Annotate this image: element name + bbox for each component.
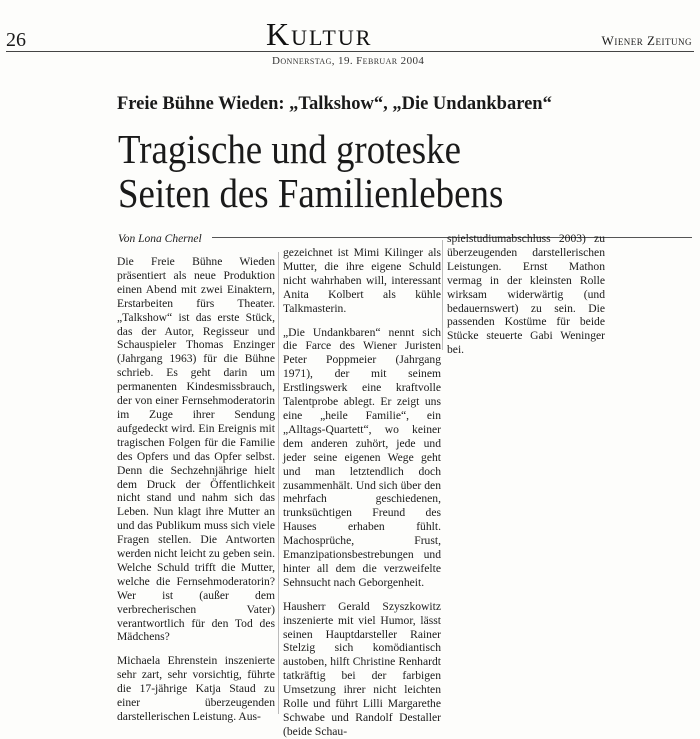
paragraph: gezeichnet ist Mimi Kilinger als Mutter, die ihre eigene Schuld nicht wahrhaben will, interessant Anita Kolbert als kühle Talkmasterin.: [283, 246, 441, 315]
paragraph: spielstudiumabschluss 2003) zu überzeugenden darstellerischen Leistungen. Ernst Mathon vermag in der kleinsten Rolle wirksam widerwärtig (und bedauernswert) zu sein. Die passenden Kostüme für beide Stücke steuerte Gabi Weninger bei.: [447, 232, 605, 357]
column-separator: [442, 240, 443, 350]
headline-line-1: Tragische und groteske: [118, 126, 461, 172]
headline-line-2: Seiten des Familienlebens: [118, 170, 504, 216]
article-headline: [118, 127, 622, 215]
section-title: Kultur: [266, 16, 373, 52]
column-separator: [278, 252, 279, 714]
paragraph: Die Freie Bühne Wieden präsentiert als neue Produktion einen Abend mit zwei Einaktern, Erstarbeiten fürs Theater. „Talkshow“ ist das erste Stück, das der Autor, Regisseur und Schauspieler Thomas Enzinger (Jahrgang 1963) für die Bühne schrieb. Es geht darin um permanenten Kindesmissbrauch, der von einer Fernsehmoderatorin im Zuge ihrer Sendung aufgedeckt wird. Ein Ereignis mit tragischen Folgen für die Familie des Opfers und das Opfer selbst. Denn die Sechzehnjährige hielt dem Druck der Öffentlichkeit nicht stand und nahm sich das Leben. Nun klagt ihre Mutter an und das Publikum muss sich viele Fragen stellen. Die Antworten werden nicht leicht zu geben sein. Welche Schuld trifft die Mutter, welche die Fernsehmoderatorin? Wer ist (außer dem verbrecherischen Vater) verantwortlich für den Tod des Mädchens?: [117, 255, 275, 644]
paragraph: „Die Undankbaren“ nennt sich die Farce des Wiener Juristen Peter Poppmeier (Jahrgang 1971), der mit seinem Erstlingswerk eine kraftvolle Talentprobe ablegt. Er zeigt uns eine „heile Familie“, ein „Alltags-Quartett“, wo keiner dem anderen zuhört, jede und jeder seine eigenen Wege geht und man letztendlich doch zusammenhält. Und sich über den mehrfach geschiedenen, trunksüchtigen Freund des Hauses erhaben fühlt. Machosprüche, Frust, Emanzipationsbestrebungen und hinter all dem die verzweifelte Sehnsucht nach Geborgenheit.: [283, 325, 441, 589]
paragraph: Hausherr Gerald Szyszkowitz inszenierte mit viel Humor, lässt seinen Hauptdarsteller Rainer Stelzig sich komödiantisch austoben, hilft Christine Renhardt tatkräftig bei der farbigen Umsetzung ihrer nicht leichten Rolle und führt Lilli Margarethe Schwabe und Randolf Destaller (beide Schau-: [283, 599, 441, 738]
article-kicker: Freie Bühne Wieden: „Talkshow“, „Die Undankbaren“: [117, 94, 552, 114]
masthead-logo: Wiener Zeitung: [601, 33, 692, 48]
article-column-2: [283, 246, 441, 738]
article-column-1: [117, 255, 275, 723]
header-rule: [6, 51, 694, 52]
byline: Von Lona Chernel: [118, 233, 202, 245]
paragraph: Michaela Ehrenstein inszenierte sehr zart, sehr vorsichtig, führte die 17-jährige Katja Staud zu einer überzeugenden darstellerischen Leistung. Aus-: [117, 654, 275, 723]
article-column-3: [447, 232, 605, 367]
issue-date: Donnerstag, 19. Februar 2004: [272, 55, 425, 67]
page-number: 26: [6, 29, 26, 51]
